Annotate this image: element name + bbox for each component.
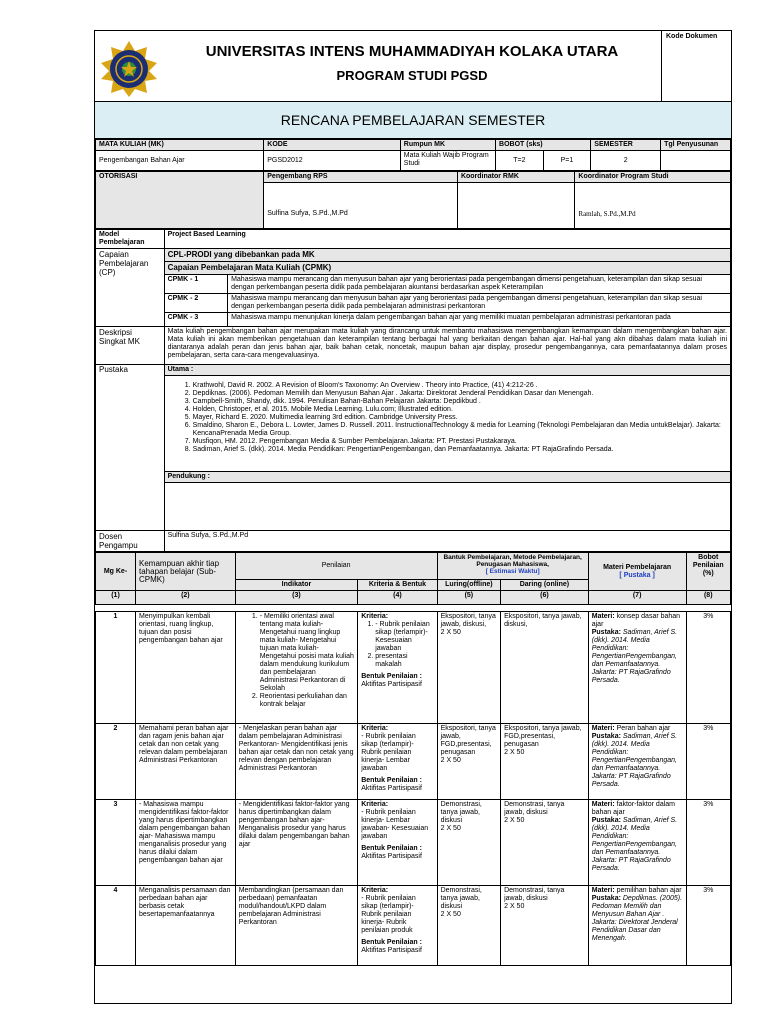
pustaka-label: Pustaka:: [591, 895, 621, 902]
col-num: (7): [588, 591, 686, 605]
daring-value: Ekspositori, tanya jawab, FGD,presentasi, penugasan 2 X 50: [501, 724, 589, 800]
label-bobot: BOBOT (sks): [496, 140, 591, 151]
model-label: Model Pembelajaran: [96, 230, 165, 249]
header-bobot: Bobot Penilaian (%): [686, 553, 730, 591]
kriteria-label: Kriteria:: [361, 887, 389, 894]
list-item: 2. presentasi makalah: [375, 653, 433, 669]
col-num: (8): [686, 591, 730, 605]
materi-label: Materi:: [591, 725, 615, 732]
kriteria-label: Kriteria:: [361, 613, 389, 620]
cpmk-code: CPMK - 3: [164, 313, 228, 327]
kriteria-label: Kriteria:: [361, 725, 389, 732]
week-number: 4: [96, 886, 136, 966]
week-number: 2: [96, 724, 136, 800]
pustaka-value: Depdiknas. (2005). Pedoman Memilih dan Menyusun Bahan Ajar . Jakarta: Direktorat Jenderal Pendidikan Dasar dan Menengah.: [591, 895, 683, 942]
pustaka-label: Pustaka:: [591, 733, 621, 740]
university-logo-icon: [99, 39, 159, 99]
university-name: UNIVERSITAS INTENS MUHAMMADIYAH KOLAKA UTARA: [205, 43, 619, 60]
label-mk: MATA KULIAH (MK): [96, 140, 264, 151]
daring-value: Demonstrasi, tanya jawab, diskusi 2 X 50: [501, 886, 589, 966]
pengembang-label: Pengembang RPS: [264, 172, 458, 183]
materi-value: konsep dasar bahan ajar: [591, 613, 681, 628]
materi-value: Peran bahan ajar: [616, 725, 671, 732]
list-item: 1. - Rubrik penilaian sikap (terlampir)- Kesesuaian jawaban: [375, 621, 433, 653]
cp-table: [95, 229, 731, 552]
materi-value: pemilihan bahan ajar: [616, 887, 682, 894]
table-row: [96, 724, 731, 800]
luring-value: Ekspositori, tanya jawab, diskusi, 2 X 50: [437, 612, 501, 724]
header: [95, 31, 731, 102]
bentuk-value: Aktifitas Partisipasif: [361, 853, 422, 860]
cpmk-text: Mahasiswa mampu menunjukan kinerja dalam pengembangan bahan ajar yang memiliki muatan pembelajaran administrasi perkantoran pada: [228, 313, 731, 327]
rps-document: [94, 30, 732, 1004]
list-item: 1. - Memiliki orientasi awal tentang mata kuliah- Mengetahui ruang lingkup mata kuliah- Mengetahui tujuan mata kuliah- Mengetahui posisi mata kuliah dalam mendukung kurikulum dan pembelajaran Administrasi Perkantoran di Sekolah: [260, 613, 355, 693]
bentuk-label: Bentuk Penilaian :: [361, 673, 422, 680]
pengembang-name: Sulfina Sufya, S.Pd.,M.Pd: [264, 183, 458, 229]
bobot-value: 3%: [686, 724, 730, 800]
pustaka-label: Pustaka:: [591, 629, 621, 636]
col-num: (3): [235, 591, 358, 605]
course-info-table: [95, 139, 731, 171]
list-item: 3. Campbell-Smith, Shandy, dkk. 1994. Penulisan Bahan-Bahan Pelajaran Jakarta: Depdikbud .: [193, 398, 722, 406]
col-num: (4): [358, 591, 437, 605]
list-item: 2. Reorientasi perkuliahan dan kontrak belajar: [260, 693, 355, 709]
bentuk-label: Bentuk Penilaian :: [361, 845, 422, 852]
week-number: 1: [96, 612, 136, 724]
col-num: (6): [501, 591, 589, 605]
pustaka-pendukung-content: [164, 483, 730, 531]
list-item: 2. Depdiknas. (2006). Pedoman Memilih dan Menyusun Bahan Ajar . Jakarta: Direktorat Jenderal Pendidikan Dasar dan Menengah.: [193, 390, 722, 398]
list-item: 5. Mayer, Richard E. 2020. Multimedia learning 3rd edition. Cambridge University Press.: [193, 414, 722, 422]
week-indikator: Membandingkan (persamaan dan perbedaan) pemanfaatan modul/handout/LKPD dalam pembelajaran Administrasi Perkantoran: [235, 886, 358, 966]
header-estimasi: [ Estimasi Waktu]: [485, 568, 540, 575]
cpmk-label: Capaian Pembelajaran Mata Kuliah (CPMK): [164, 262, 730, 275]
pustaka-value: Sadiman, Arief S. (dkk). 2014. Media Pendidikan: PengertianPengembangan, dan Pemanfaatannya. Jakarta: PT RajaGrafindo Persada.: [591, 733, 678, 788]
course-semester: 2: [591, 151, 661, 171]
course-t: T=2: [496, 151, 544, 171]
kriteria-value: - Rubrik penilaian kinerja- Lembar jawaban- Kesesuaian jawaban: [361, 809, 429, 840]
pustaka-value: Sadiman, Arief S. (dkk). 2014. Media Pendidikan: PengertianPengembangan, dan Pemanfaatannya. Jakarta: PT RajaGrafindo Persada.: [591, 817, 678, 872]
course-name: Pengembangan Bahan Ajar: [96, 151, 264, 171]
header-indikator: Indikator: [235, 580, 358, 591]
koordinator-prodi-name: Ramlah, S.Pd.,M.Pd: [575, 183, 731, 229]
pustaka-label: Pustaka:: [591, 817, 621, 824]
label-tgl: Tgl Penyusunan: [661, 140, 731, 151]
daring-value: Ekspositori, tanya jawab, diskusi,: [501, 612, 589, 724]
luring-value: Ekspositori, tanya jawab, FGD,presentasi, penugasan 2 X 50: [437, 724, 501, 800]
bentuk-label: Bentuk Penilaian :: [361, 777, 422, 784]
koordinator-rmk-name: [457, 183, 574, 229]
bobot-value: 3%: [686, 612, 730, 724]
bobot-value: 3%: [686, 800, 730, 886]
table-row: [96, 886, 731, 966]
daring-value: Demonstrasi, tanya jawab, diskusi 2 X 50: [501, 800, 589, 886]
deskripsi-text: Mata kuliah pengembangan bahan ajar merupakan mata kuliah yang dirancang untuk membantu mahasiswa mengembangkan kemampuan dalam mengembangkan bahan ajar. Mata kuliah ini akan memberikan pengetahuan dan keterampilan tentang berbagai hal yang berkaitan dengan bahan ajar. Hal-hal yang akn dibahas dalam mata kuliah ini diantaranya adalah peran dan jenis bahan ajar, baik bahan cetak, noncetak, maupun bahan ajar display, prosedur pengembangannya, cara pemanfaatannya dalam proses pembelajaran, serta cara-cara mengevaluasinya.: [164, 327, 730, 365]
week-indikator: - Mengidentifikasi faktor-faktor yang harus dipertimbangkan dalam pengembangan bahan ajar- Menganalisis prosedur yang harus dilalui dalam pengembangan bahan ajar: [235, 800, 358, 886]
bentuk-value: Aktifitas Partisipasif: [361, 681, 422, 688]
header-materi-pustaka: [ Pustaka ]: [619, 571, 655, 579]
luring-value: Demonstrasi, tanya jawab, diskusi 2 X 50: [437, 886, 501, 966]
week-kemampuan: Menyimpulkan kembali orientasi, ruang lingkup, tujuan dan posisi pengembangan bahan ajar: [136, 612, 236, 724]
koordinator-rmk-label: Koordinator RMK: [457, 172, 574, 183]
list-item: 8. Sadiman, Arief S. (dkk). 2014. Media Pendidikan: PengertianPengembangan, dan Pemanfaatannya. Jakarta: PT RajaGrafindo Persada.: [193, 446, 722, 454]
header-daring: Daring (online): [501, 580, 589, 591]
table-row: [96, 800, 731, 886]
week-kemampuan: Memahami peran bahan ajar dan ragam jenis bahan ajar cetak dan non cetak yang relevan dalam pembelajaran Administrasi Perkantoran: [136, 724, 236, 800]
course-code: PGSD2012: [264, 151, 401, 171]
col-num: (1): [96, 591, 136, 605]
cp-label: Capaian Pembelajaran (CP): [96, 249, 165, 327]
header-luring: Luring(offline): [437, 580, 501, 591]
course-rumpun: Mata Kuliah Wajib Program Studi: [400, 151, 495, 171]
weekly-plan-table: [95, 552, 731, 966]
week-kemampuan: - Mahasiswa mampu mengidentifikasi faktor-faktor yang harus dipertimbangkan dalam pengembangan bahan ajar- Mahasiswa mampu menganalisis prosedur yang harus dilalui dalam pengembangan bahan ajar: [136, 800, 236, 886]
cpmk-text: Mahasiswa mampu merancang dan menyusun bahan ajar yang berorientasi pada pengembangan dimensi pengetahuan, keterampilan dan sikap sesuai dengan perkembangan peserta didik pada pembelajaran administrasi perkantoran: [228, 294, 731, 313]
bobot-value: 3%: [686, 886, 730, 966]
col-num: (5): [437, 591, 501, 605]
pustaka-utama-list: [179, 382, 722, 454]
koordinator-prodi-label: Koordinator Program Studi: [575, 172, 731, 183]
label-kode: KODE: [264, 140, 401, 151]
list-item: 4. Holden, Christoper, et al. 2015. Mobile Media Learning. Lulu.com; Illustrated edition.: [193, 406, 722, 414]
program-name: PROGRAM STUDI PGSD: [336, 68, 488, 83]
header-penilaian: Penilaian: [235, 553, 437, 580]
cpmk-code: CPMK - 1: [164, 275, 228, 294]
model-value: Project Based Learning: [164, 230, 730, 249]
list-item: 7. Musfiqon, HM. 2012. Pengembangan Media & Sumber Pembelajaran.Jakarta: PT. Prestasi Pustakaraya.: [193, 438, 722, 446]
header-kemampuan: Kemampuan akhir tiap tahapan belajar (Sub-CPMK): [136, 553, 236, 591]
kriteria-list: [361, 621, 433, 669]
otorisasi-label: OTORISASI: [96, 172, 264, 229]
label-rumpun: Rumpun MK: [400, 140, 495, 151]
document-title: RENCANA PEMBELAJARAN SEMESTER: [95, 102, 731, 139]
indikator-list: [246, 613, 355, 709]
header-mg: Mg Ke-: [96, 553, 136, 591]
list-item: 1. Krathwohl, David R. 2002. A Revision of Bloom's Taxonomy: An Overview . Theory into Practice, (41) 4:212-26 .: [193, 382, 722, 390]
deskripsi-label: Deskripsi Singkat MK: [96, 327, 165, 365]
list-item: 6. Smaldino, Sharon E., Debora L. Lowter, James D. Russell. 2011. InstructionalTechnology & media for Learning (Teknologi Pembelajaran dan Media untukBelajar). Jakarta: KencanaPrenada Media Group.: [193, 422, 722, 438]
materi-label: Materi:: [591, 887, 615, 894]
kode-dokumen-box: [661, 31, 731, 101]
header-kriteria: Kriteria & Bentuk: [358, 580, 437, 591]
kriteria-value: - Rubrik penilaian sikap (terlampir)- Rubrik penilaian kinerja- Lembar jawaban: [361, 733, 416, 772]
cpmk-code: CPMK - 2: [164, 294, 228, 313]
bentuk-value: Aktifitas Partisipasif: [361, 947, 422, 954]
header-titles: [165, 43, 659, 85]
header-bentuk: Bantuk Pembelajaran, Metode Pembelajaran, Penugasan Mahasiswa,: [443, 554, 582, 568]
otorisasi-table: [95, 171, 731, 229]
week-kemampuan: Menganalisis persamaan dan perbedaan bahan ajar berbasis cetak besertapemanfaatannya: [136, 886, 236, 966]
course-tgl: [661, 151, 731, 171]
dosen-label: Dosen Pengampu: [96, 531, 165, 552]
luring-value: Demonstrasi, tanya jawab, diskusi 2 X 50: [437, 800, 501, 886]
pustaka-pendukung-label: Pendukung :: [164, 472, 730, 483]
kriteria-value: - Rubrik penilaian sikap (terlampir)- Rubrik penilaian kinerja- Rubrik penilaian produk: [361, 895, 416, 934]
bentuk-value: Aktifitas Partisipasif: [361, 785, 422, 792]
pustaka-utama-label: Utama :: [164, 365, 730, 376]
cpl-prodi-label: CPL-PRODI yang dibebankan pada MK: [164, 249, 730, 262]
table-row: [96, 612, 731, 724]
pustaka-label: Pustaka: [96, 365, 165, 531]
week-indikator: - Menjelaskan peran bahan ajar dalam pembelajaran Administrasi Perkantoran- Mengidentifikasi jenis bahan ajar cetak dan non cetak yang relevan dengan pembelajaran Administrasi Perkantoran: [235, 724, 358, 800]
cpmk-text: Mahasiswa mampu merancang dan menyusun bahan ajar yang berorientasi pada pengembangan dimensi pengetahuan, keterampilan dan sikap sesuai dengan perkembangan peserta didik pada pembelajaran akuntansi berdasarkan aspek Keterampilan: [228, 275, 731, 294]
week-number: 3: [96, 800, 136, 886]
header-materi: Materi Pembelajaran: [603, 563, 672, 571]
materi-value: faktor-faktor dalam bahan ajar: [591, 801, 675, 816]
kode-dokumen-label: Kode Dokumen: [666, 33, 718, 40]
dosen-value: Sulfina Sufya, S.Pd.,M.Pd: [164, 531, 730, 552]
col-num: (2): [136, 591, 236, 605]
materi-label: Materi:: [591, 613, 615, 620]
label-semester: SEMESTER: [591, 140, 661, 151]
pustaka-value: Sadiman, Arief S. (dkk). 2014. Media Pendidikan: PengertianPengembangan, dan Pemanfaatannya. Jakarta: PT RajaGrafindo Persada.: [591, 629, 678, 684]
materi-label: Materi:: [591, 801, 615, 808]
course-p: P=1: [543, 151, 591, 171]
bentuk-label: Bentuk Penilaian :: [361, 939, 422, 946]
kriteria-label: Kriteria:: [361, 801, 389, 808]
